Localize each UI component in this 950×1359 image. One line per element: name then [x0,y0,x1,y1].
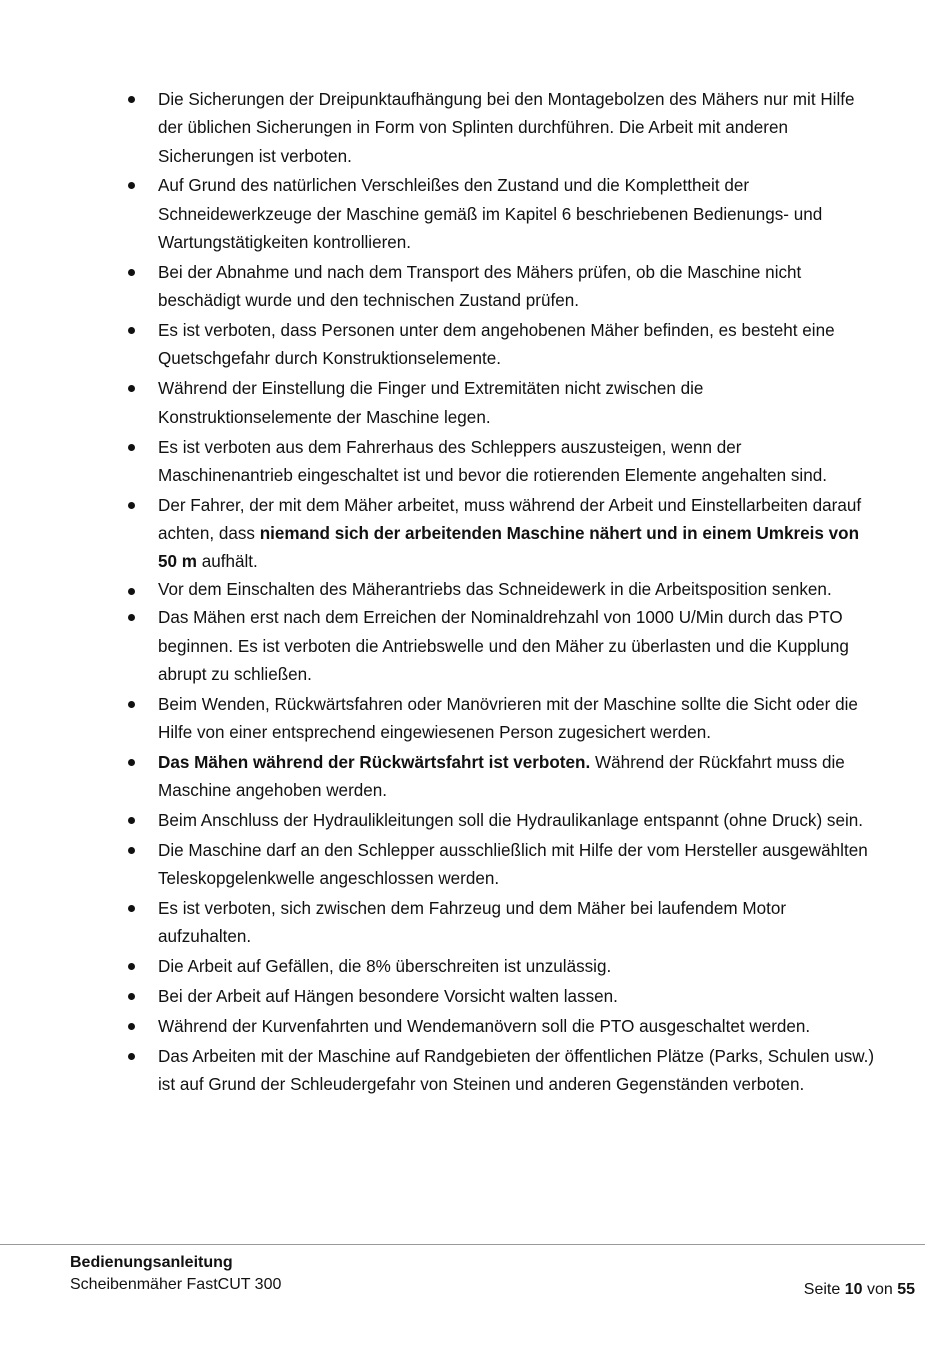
bullet-dot [128,444,135,451]
list-item: Es ist verboten aus dem Fahrerhaus des Schleppers auszusteigen, wenn der Maschinenantrieb eingeschaltet ist und bevor die rotierenden Elemente angehalten sind. [128,434,880,491]
bullet-dot [128,327,135,334]
bullet-dot [128,182,135,189]
list-item: Das Arbeiten mit der Maschine auf Randgebieten der öffentlichen Plätze (Parks, Schulen usw.) ist auf Grund der Schleudergefahr von Steinen und anderen Gegenständen verboten. [128,1043,880,1100]
bullet-dot [128,993,135,1000]
list-item: Beim Wenden, Rückwärtsfahren oder Manövrieren mit der Maschine sollte die Sicht oder die Hilfe von einer entsprechend eingewiesenen Person zugesichert werden. [128,691,880,748]
safety-instructions-list [128,86,880,1100]
bullet-dot [128,96,135,103]
list-item: Es ist verboten, dass Personen unter dem angehobenen Mäher befinden, es besteht eine Quetschgefahr durch Konstruktionselemente. [128,317,880,374]
footer-title: Bedienungsanleitung [70,1254,233,1271]
list-item: Die Sicherungen der Dreipunktaufhängung bei den Montagebolzen des Mähers nur mit Hilfe der üblichen Sicherungen in Form von Splinten durchführen. Die Arbeit mit anderen Sicherungen ist verboten. [128,86,880,171]
bullet-dot [128,847,135,854]
footer-divider [0,1244,925,1245]
bullet-dot [128,817,135,824]
list-item: Bei der Abnahme und nach dem Transport des Mähers prüfen, ob die Maschine nicht beschädigt wurde und den technischen Zustand prüfen. [128,259,880,316]
emphasis-text: niemand sich der arbeitenden Maschine nähert und in einem Umkreis von 50 m [158,524,860,572]
list-item: Das Mähen während der Rückwärtsfahrt ist verboten. Während der Rückfahrt muss die Maschine angehoben werden. [128,749,880,806]
page-content [128,86,880,1101]
list-item: Auf Grund des natürlichen Verschleißes den Zustand und die Komplettheit der Schneidewerkzeuge der Maschine gemäß im Kapitel 6 beschriebenen Bedienungs- und Wartungstätigkeiten kontrollieren. [128,172,880,257]
list-item: Bei der Arbeit auf Hängen besondere Vorsicht walten lassen. [128,983,880,1011]
bullet-dot [128,759,135,766]
bullet-dot [128,963,135,970]
bullet-dot [128,502,135,509]
bullet-dot [128,385,135,392]
list-item: Während der Kurvenfahrten und Wendemanövern soll die PTO ausgeschaltet werden. [128,1013,880,1041]
page-number: Seite 10 von 55 [803,1281,915,1298]
bullet-dot [128,905,135,912]
list-item: Die Arbeit auf Gefällen, die 8% überschreiten ist unzulässig. [128,953,880,981]
bullet-dot [128,701,135,708]
bullet-dot [128,1023,135,1030]
list-item: Beim Anschluss der Hydraulikleitungen soll die Hydraulikanlage entspannt (ohne Druck) sein. [128,807,880,835]
list-item: Die Maschine darf an den Schlepper ausschließlich mit Hilfe der vom Hersteller ausgewählten Teleskopgelenkwelle angeschlossen werden. [128,837,880,894]
total-pages: 55 [897,1281,915,1298]
bullet-dot [128,588,135,595]
list-item: Der Fahrer, der mit dem Mäher arbeitet, muss während der Arbeit und Einstellarbeiten darauf achten, dass niemand sich der arbeitenden Maschine nähert und in einem Umkreis von 50 m aufhält. [128,492,880,577]
current-page: 10 [844,1281,863,1298]
bullet-dot [128,614,135,621]
emphasis-text: Das Mähen während der Rückwärtsfahrt ist verboten. [158,752,591,772]
list-item: Vor dem Einschalten des Mäherantriebs das Schneidewerk in die Arbeitsposition senken. [128,578,880,602]
bullet-dot [128,1053,135,1060]
footer-subtitle: Scheibenmäher FastCUT 300 [70,1276,282,1293]
list-item: Während der Einstellung die Finger und Extremitäten nicht zwischen die Konstruktionselemente der Maschine legen. [128,375,880,432]
list-item: Es ist verboten, sich zwischen dem Fahrzeug und dem Mäher bei laufendem Motor aufzuhalten. [128,895,880,952]
list-item: Das Mähen erst nach dem Erreichen der Nominaldrehzahl von 1000 U/Min durch das PTO beginnen. Es ist verboten die Antriebswelle und den Mäher zu überlasten und die Kupplung abrupt zu schließen. [128,604,880,689]
footer-document-info [70,1252,281,1296]
bullet-dot [128,269,135,276]
